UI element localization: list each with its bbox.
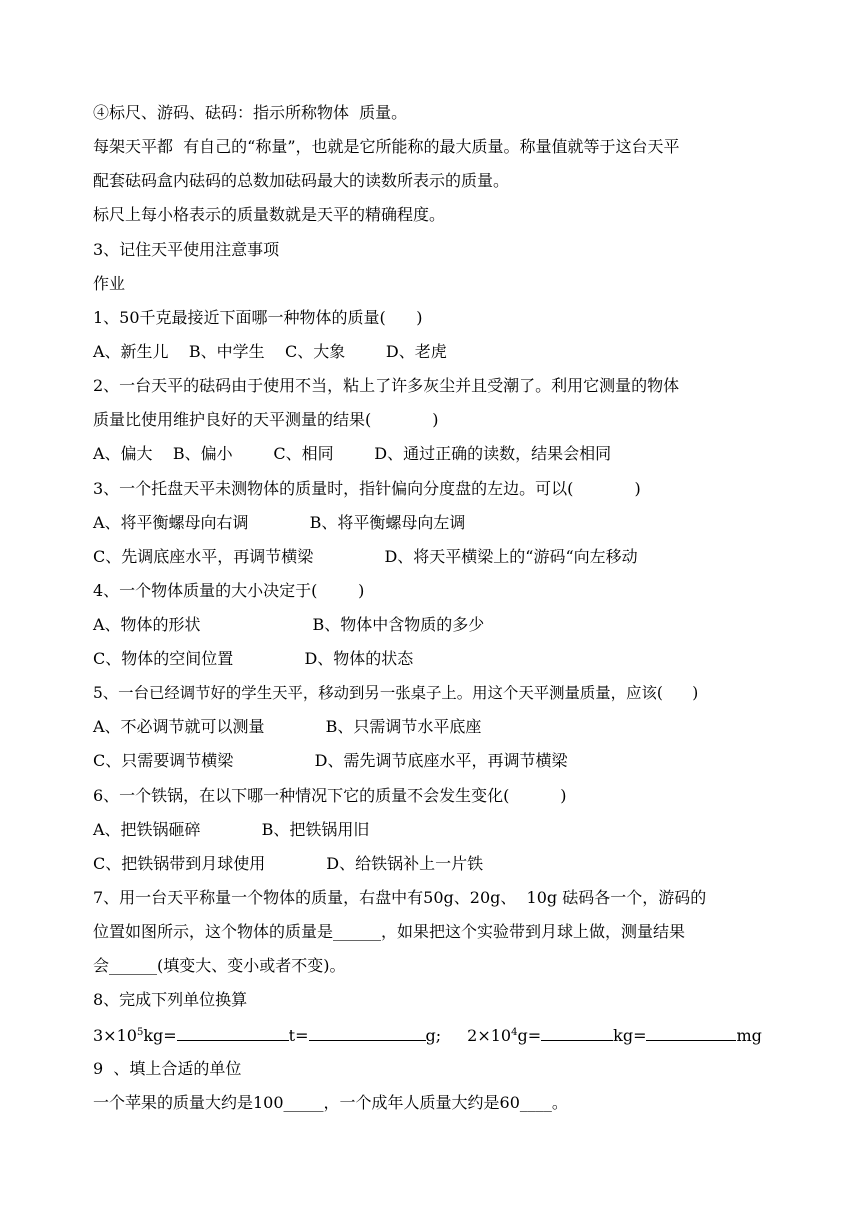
question-2: 2、一台天平的砝码由于使用不当，粘上了许多灰尘并且受潮了。利用它测量的物体 [93,376,680,395]
text-line: 标尺上每小格表示的质量数就是天平的精确程度。 [93,205,446,224]
question-6-options-ab: A、把铁锅砸碎 B、把铁锅用旧 [93,820,370,839]
question-9-content: 一个苹果的质量大约是100_____，一个成年人质量大约是60____。 [93,1093,568,1112]
question-8: 8、完成下列单位换算 [93,990,248,1009]
conversion-b-unit1: g= [517,1026,542,1045]
conversion-a-unit1: kg= [143,1026,177,1045]
conversion-b-base: 2×10 [467,1026,512,1045]
question-6: 6、一个铁锅，在以下哪一种情况下它的质量不会发生变化( ) [93,786,567,805]
question-9: 9 、填上合适的单位 [93,1059,242,1078]
question-3: 3、一个托盘天平未测物体的质量时，指针偏向分度盘的左边。可以( ) [93,479,641,498]
conversion-a-unit2: t= [288,1026,309,1045]
question-2-options: A、偏大 B、偏小 C、相同 D、通过正确的读数，结果会相同 [93,444,612,463]
conversion-b-unit3: mg [736,1026,762,1045]
question-5-options-cd: C、只需要调节横梁 D、需先调节底座水平，再调节横梁 [93,751,568,770]
question-3-options-cd: C、先调底座水平，再调节横梁 D、将天平横梁上的“游码“向左移动 [93,547,638,566]
answer-blank[interactable] [309,1025,426,1041]
question-5: 5、一台已经调节好的学生天平，移动到另一张桌子上。用这个天平测量质量，应该( ) [93,684,699,702]
question-1: 1、50千克最接近下面哪一种物体的质量( ) [93,308,423,327]
question-2-cont: 质量比使用维护良好的天平测量的结果( ) [93,410,439,429]
section-heading: 3、记住天平使用注意事项 [93,240,280,259]
conversion-a-unit3: g; [425,1026,442,1045]
question-4-options-cd: C、物体的空间位置 D、物体的状态 [93,649,414,668]
question-6-options-cd: C、把铁锅带到月球使用 D、给铁锅补上一片铁 [93,854,484,873]
text-line: 配套砝码盒内砝码的总数加砝码最大的读数所表示的质量。 [93,171,510,190]
question-4: 4、一个物体质量的大小决定于( ) [93,581,365,600]
question-1-options: A、新生儿 B、中学生 C、大象 D、老虎 [93,342,447,361]
conversion-a-exponent: 5 [136,1027,144,1038]
answer-blank[interactable] [541,1025,613,1041]
conversion-a-base: 3×10 [93,1026,137,1045]
unit-conversion-line [93,1025,762,1046]
text-line: ④标尺、游码、砝码：指示所称物体 质量。 [93,103,408,122]
question-4-options-ab: A、物体的形状 B、物体中含物质的多少 [93,615,485,634]
question-7-cont-2: 会______(填变大、变小或者不变)。 [93,956,346,975]
question-7-cont: 位置如图所示，这个物体的质量是______，如果把这个实验带到月球上做，测量结果 [93,922,686,941]
question-7: 7、用一台天平称量一个物体的质量，右盘中有50g、20g、 10g 砝码各一个，游码的 [93,888,707,907]
answer-blank[interactable] [177,1025,289,1041]
question-5-options-ab: A、不必调节就可以测量 B、只需调节水平底座 [93,717,482,736]
question-3-options-ab: A、将平衡螺母向右调 B、将平衡螺母向左调 [93,513,466,532]
text-line: 每架天平都 有自己的“称量”，也就是它所能称的最大质量。称量值就等于这台天平 [93,137,680,156]
answer-blank[interactable] [646,1025,736,1041]
conversion-b-unit2: kg= [613,1026,647,1045]
conversion-b-exponent: 4 [511,1027,518,1038]
homework-heading: 作业 [93,274,126,293]
